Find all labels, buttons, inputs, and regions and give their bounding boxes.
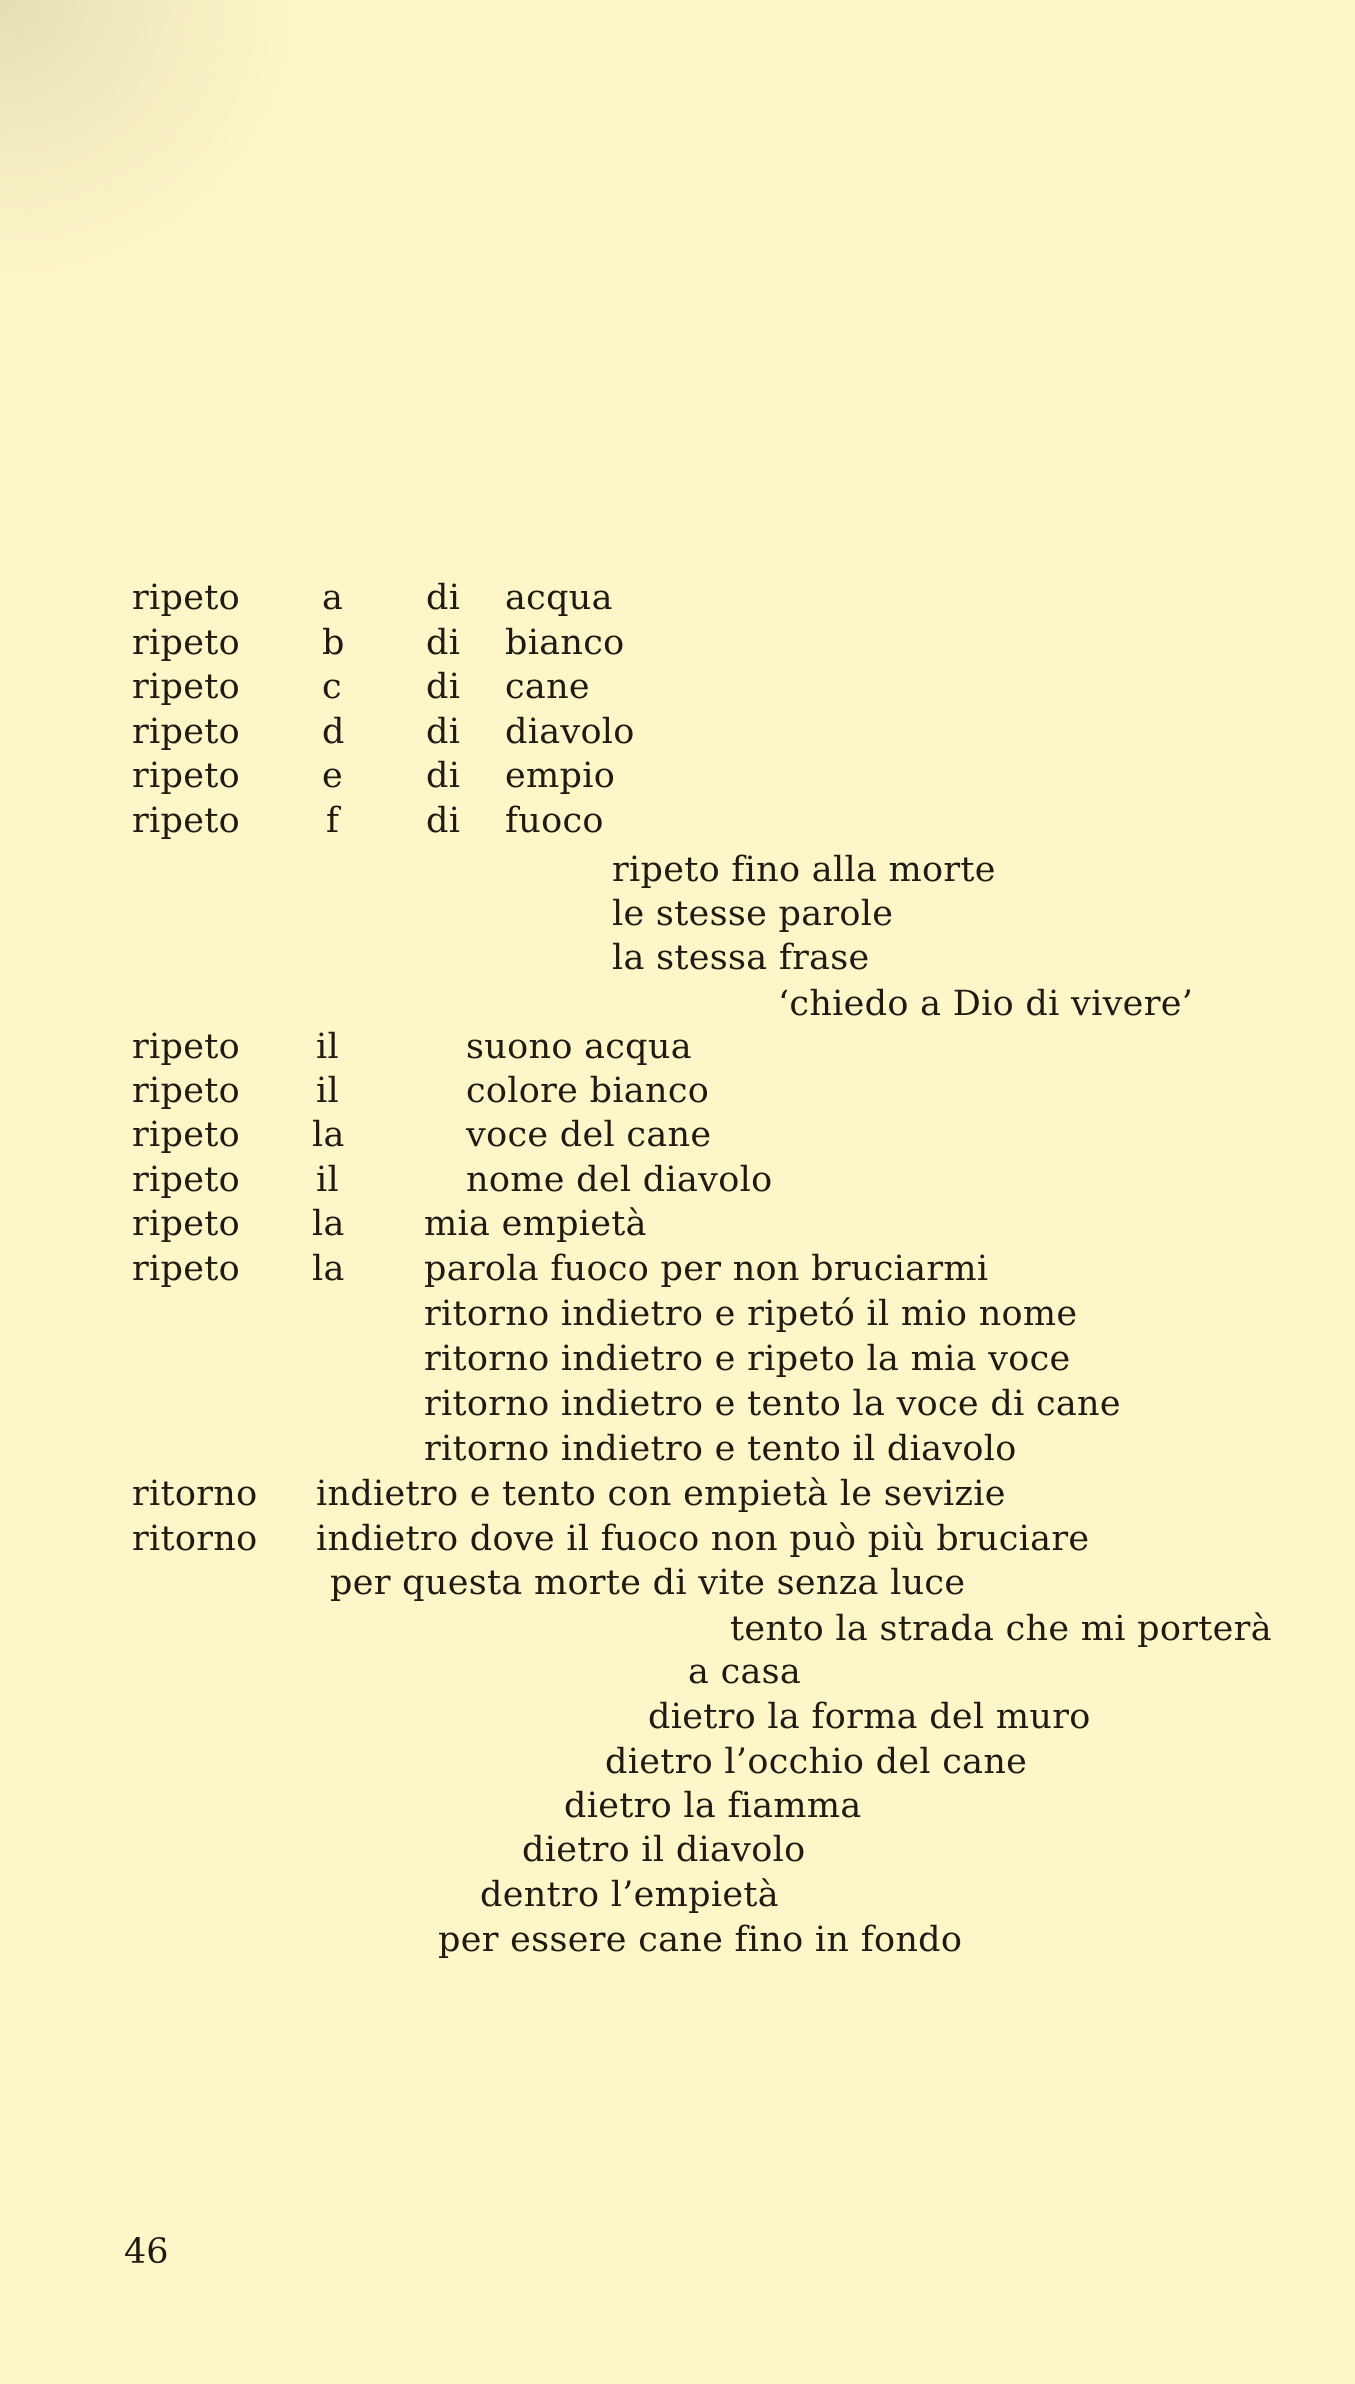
- poem-word: la: [312, 1204, 345, 1244]
- poem-word: ripeto: [132, 1071, 240, 1111]
- poem-word: ripeto: [132, 1204, 240, 1244]
- poem-line: [0, 1384, 1355, 1434]
- poem-line: [0, 1429, 1355, 1479]
- poem-line: [0, 623, 1355, 673]
- poem-word: ripeto: [132, 667, 240, 707]
- poem-line: [0, 1786, 1355, 1836]
- poem-line: [0, 1920, 1355, 1970]
- poem-line: [0, 1027, 1355, 1077]
- poem-line: [0, 1294, 1355, 1344]
- poem-word: acqua: [505, 578, 613, 618]
- poem-word: cane: [505, 667, 590, 707]
- poem-word: di: [426, 756, 461, 796]
- poem-word: indietro dove il fuoco non può più bruciare: [316, 1519, 1090, 1559]
- poem-text: ritorno indietro e tento la voce di cane: [424, 1384, 1121, 1424]
- poem-line: [0, 756, 1355, 806]
- poem-line: [0, 1249, 1355, 1299]
- poem-word: ripeto: [132, 578, 240, 618]
- poem-word: colore bianco: [466, 1071, 710, 1111]
- poem-line: [0, 1563, 1355, 1613]
- poem-word: ripeto: [132, 1160, 240, 1200]
- poem-line: [0, 1071, 1355, 1121]
- poem-line: [0, 1160, 1355, 1210]
- poem-word: parola fuoco per non bruciarmi: [424, 1249, 989, 1289]
- poem-word: ripeto: [132, 712, 240, 752]
- poem-text: dietro l’occhio del cane: [605, 1742, 1028, 1782]
- poem-text: ripeto fino alla morte: [612, 850, 996, 890]
- poem-word: la: [312, 1115, 345, 1155]
- poem-text: dentro l’empietà: [480, 1875, 779, 1915]
- poem-word: a: [322, 578, 344, 618]
- poem-line: [0, 1204, 1355, 1254]
- poem-line: [0, 667, 1355, 717]
- poem-word: suono acqua: [466, 1027, 692, 1067]
- poem-text: la stessa frase: [612, 938, 870, 978]
- poem-word: ritorno: [132, 1519, 258, 1559]
- poem-word: b: [322, 623, 345, 663]
- poem-word: c: [322, 667, 342, 707]
- poem-text: tento la strada che mi porterà: [730, 1609, 1272, 1649]
- poem-word: di: [426, 712, 461, 752]
- poem-line: [0, 1339, 1355, 1389]
- poem-word: d: [322, 712, 345, 752]
- poem-line: [0, 1652, 1355, 1702]
- poem-word: il: [316, 1027, 339, 1067]
- poem-text: dietro la fiamma: [564, 1786, 862, 1826]
- poem-word: ritorno: [132, 1474, 258, 1514]
- poem-word: empio: [505, 756, 616, 796]
- poem-text: ritorno indietro e ripeto la mia voce: [424, 1339, 1071, 1379]
- poem-word: ripeto: [132, 756, 240, 796]
- poem-line: [0, 894, 1355, 944]
- poem-word: voce del cane: [466, 1115, 712, 1155]
- poem-text: dietro il diavolo: [522, 1830, 806, 1870]
- poem-word: indietro e tento con empietà le sevizie: [316, 1474, 1006, 1514]
- poem-text: ritorno indietro e tento il diavolo: [424, 1429, 1017, 1469]
- poem-word: fuoco: [505, 801, 604, 841]
- poem-line: [0, 1115, 1355, 1165]
- poem-word: bianco: [505, 623, 625, 663]
- poem-line: [0, 850, 1355, 900]
- poem-word: il: [316, 1071, 339, 1111]
- poem-line: [0, 1697, 1355, 1747]
- poem-line: [0, 801, 1355, 851]
- poem-text: ritorno indietro e ripetó il mio nome: [424, 1294, 1078, 1334]
- poem-word: la: [312, 1249, 345, 1289]
- poem-line: [0, 938, 1355, 988]
- poem-word: di: [426, 623, 461, 663]
- poem-word: ripeto: [132, 1249, 240, 1289]
- poem-word: ripeto: [132, 801, 240, 841]
- poem-text: a casa: [688, 1652, 802, 1692]
- poem-line: [0, 1519, 1355, 1569]
- poem-word: f: [326, 801, 340, 841]
- poem-word: diavolo: [505, 712, 635, 752]
- poem-line: [0, 1875, 1355, 1925]
- poem-word: di: [426, 578, 461, 618]
- poem-line: [0, 712, 1355, 762]
- poem-text: le stesse parole: [612, 894, 894, 934]
- page-number: 46: [124, 2232, 169, 2272]
- poem-line: [0, 1830, 1355, 1880]
- poem-text: per questa morte di vite senza luce: [330, 1563, 966, 1603]
- poem-text: dietro la forma del muro: [648, 1697, 1091, 1737]
- poem-word: il: [316, 1160, 339, 1200]
- poem-text: per essere cane fino in fondo: [438, 1920, 963, 1960]
- poem-line: [0, 578, 1355, 628]
- poem-word: mia empietà: [424, 1204, 647, 1244]
- poem-word: di: [426, 667, 461, 707]
- poem-word: nome del diavolo: [466, 1160, 773, 1200]
- poem-word: ripeto: [132, 1027, 240, 1067]
- poem-text: ‘chiedo a Dio di vivere’: [778, 984, 1194, 1024]
- poem-word: ripeto: [132, 623, 240, 663]
- poem-word: di: [426, 801, 461, 841]
- poem-line: [0, 1742, 1355, 1792]
- poem-word: e: [322, 756, 344, 796]
- poem-line: [0, 1474, 1355, 1524]
- poem-word: ripeto: [132, 1115, 240, 1155]
